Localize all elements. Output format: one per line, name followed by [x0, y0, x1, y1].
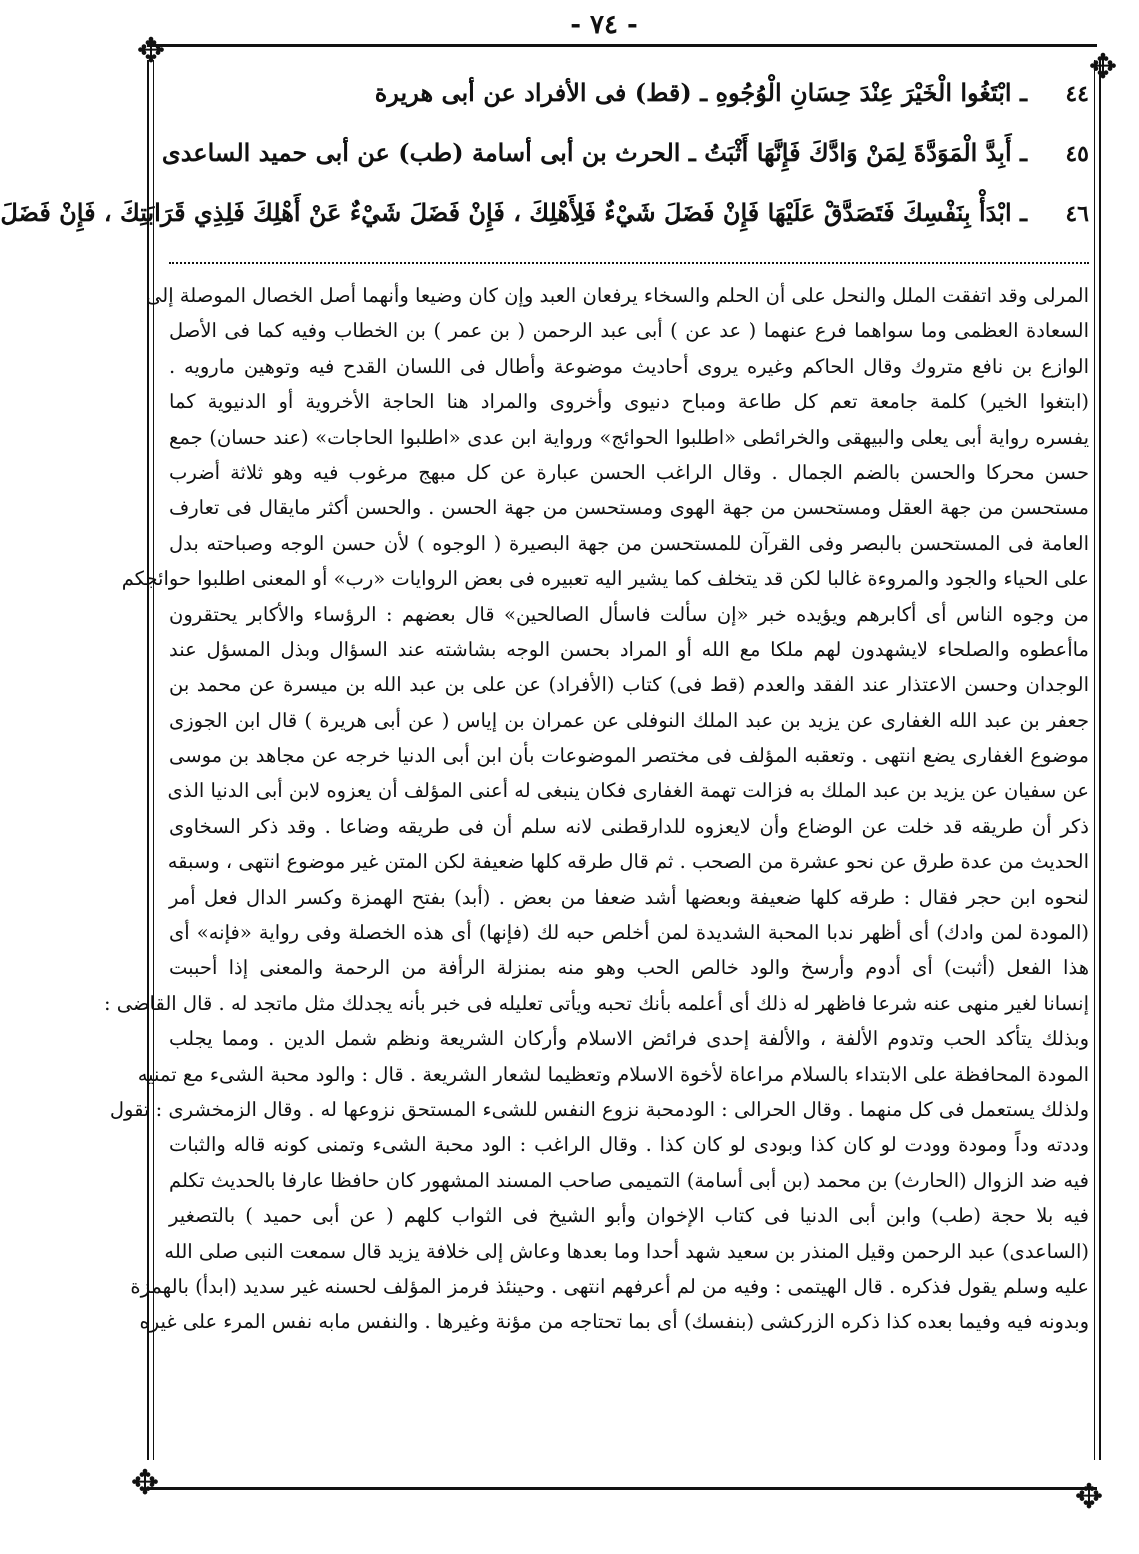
- hadith-entry: [0, 198, 1089, 258]
- commentary-line: السعادة العظمى وما سواهما فرع عنهما ( عد عن ) أبى عبد الرحمن ( بن عمر ) بن الخطاب وفيه كما فى الأصل: [169, 319, 1089, 343]
- commentary-line: المودة المحافظة على الابتداء بالسلام مراعاة لأخوة الاسلام وتعظيما لشعار الشريعة . قال : والود محبة الشىء مع تمنيه: [137, 1062, 1089, 1086]
- commentary-line: عن سفيان عن يزيد بن عبد الملك به فزالت تهمة الغفارى فكان ينبغى له أعنى المؤلف أن يعزوه لابن أبى الدنيا الذى: [167, 779, 1089, 803]
- commentary-line: الوازع بن نافع متروك وقال الحاكم وغيره يروى أحاديث موضوعة وأطال فى اللسان القدح فيه وتوهين مارويه .: [169, 354, 1089, 378]
- commentary-line: عليه وسلم يقول فذكره . قال الهيتمى : وفيه من لم أعرفهم انتهى . وحينئذ فرمز المؤلف لحسنه غير سديد (ابدأ) بالهمزة: [130, 1274, 1089, 1298]
- frame-right-rule: [1099, 60, 1101, 1460]
- corner-ornament-icon: ✥: [130, 1463, 160, 1503]
- commentary-line: ماأعطوه والصلحاء لايشهدون لهم ملكا مع الله أو المراد بحسن الوجه بشاشته عند السؤال وبذل المسؤل عند: [169, 637, 1089, 661]
- commentary-line: لنحوه ابن حجر فقال : طرقه كلها ضعيفة وبعضها أشد ضعفا من بعض . (أبد) بفتح الهمزة وكسر الدال فعل أمر: [169, 885, 1089, 909]
- commentary-line: العامة فى المستحسن بالبصر وفى القرآن للمستحسن من جهة البصيرة ( الوجوه ) لأن حسن الوجه وصباحته بدل: [169, 531, 1089, 555]
- commentary-line: وبدونه فيه وفيما بعده كذا ذكره الزركشى (بنفسك) أى بما تحتاجه من مؤنة وغيرها . والنفس مابه نفس المرء على غيره: [139, 1310, 1089, 1334]
- hadith-number: ٤٦: [1065, 201, 1089, 227]
- commentary-line: ذكر أن طريقه قد خلت عن الوضاع وأن لايعزوه للدارقطنى لانه سلم أن فى طريقه وضاعا . وقد ذكر السخاوى: [169, 814, 1089, 838]
- section-divider: [169, 262, 1089, 264]
- commentary-line: إنسانا لغير منهى عنه شرعا فاظهر له ذلك أى أعلمه بأنك تحبه ويأتى تعليله فى خبر بأنه يجدلك مثل ماتجد له . قال القاضى :: [103, 991, 1089, 1015]
- commentary-line: جعفر بن عبد الله الغفارى عن يزيد بن عبد الملك النوفلى عن عمران بن إياس ( عن أبى هريرة ) قال ابن الجوزى: [169, 708, 1089, 732]
- commentary-line: فيه بلا حجة (طب) وابن أبى الدنيا فى كتاب الإخوان وأبو الشيخ فى الثواب كلهم ( عن أبى حميد ) بالتصغير: [169, 1204, 1089, 1228]
- commentary-line: ولذلك يستعمل فى كل منهما . وقال الحرالى : الودمحبة نزوع النفس للشىء المستحق نزوعها له . وقال الزمخشرى : تقول: [109, 1097, 1089, 1121]
- commentary-line: موضوع الغفارى يضع انتهى . وتعقبه المؤلف فى مختصر الموضوعات بأن ابن أبى الدنيا خرجه عن مجاهد بن موسى: [169, 744, 1089, 768]
- corner-ornament-icon: ✥: [136, 31, 166, 71]
- commentary-text: [103, 278, 1089, 1340]
- corner-ornament-icon: ✥: [1074, 1477, 1104, 1517]
- hadith-entry: [169, 78, 1089, 138]
- commentary-line: هذا الفعل (أثبت) أى أدوم وأرسخ والود خالص الحب وهو منه بمنزلة الرأفة من الرحمة والمعنى إذا أحببت: [169, 956, 1089, 980]
- hadith-entry: [161, 138, 1089, 198]
- commentary-line: حسن محركا والحسن بالضم الجمال . وقال الراغب الحسن عبارة عن كل مبهج مرغوب فيه وهو ثلاثة أضرب: [169, 460, 1089, 484]
- hadith-text: ـ ابْتَغُوا الْخَيْرَ عِنْدَ حِسَانِ الْوُجُوهِ ـ (قط) فى الأفراد عن أبى هريرة: [374, 78, 1027, 107]
- commentary-line: (الساعدى) عبد الرحمن وقيل المنذر بن سعيد شهد أحدا وما بعدها وعاش إلى خلافة يزيد قال سمعت النبى صلى الله: [164, 1239, 1089, 1263]
- commentary-line: المرلى وقد اتفقت الملل والنحل على أن الحلم والسخاء يرفعان العبد وإن كان وضيعا وأنهما أصل الخصال الموصلة إلى: [146, 284, 1089, 307]
- frame-left-inner-rule: [153, 60, 154, 1460]
- commentary-line: من وجوه الناس أى أكابرهم ويؤيده خبر «إن سألت فاسأل الصالحين» قال بعضهم : الرؤساء والأكابر يحتقرون: [169, 602, 1089, 626]
- commentary-line: الوجدان وحسن الاعتذار عند الفقد والعدم (قط فى) كتاب (الأفراد) عن على بن عبد الله بن ميسرة عن محمد بن: [169, 673, 1089, 697]
- hadith-number: ٤٥: [1065, 141, 1089, 167]
- page-number: - ٧٤ -: [570, 10, 638, 40]
- commentary-line: على الحياء والجود والمروءة غالبا لكن قد يتخلف كما يشير اليه تعبيره فى بعض الروايات «رب» أو المعنى اطلبوا حوائجكم: [121, 567, 1089, 591]
- commentary-line: (المودة لمن وادك) أى أظهر ندبا المحبة الشديدة لمن أخلص حبه لك (فإنها) أى هذه الخصلة وفى رواية «فإنه» أى: [169, 921, 1089, 945]
- frame-left-rule: [147, 60, 149, 1460]
- commentary-line: مستحسن من جهة العقل ومستحسن من جهة الهوى ومستحسن من جهة الحسن . والحسن أكثر مايقال فى تعارف: [169, 496, 1089, 520]
- hadith-text: ـ أَبِدَّ الْمَوَدَّةَ لِمَنْ وَادَّكَ فَإِنَّهَا أَثْبَتُ ـ الحرث بن أبى أسامة (طب) عن أبى حميد الساعدى: [161, 138, 1027, 167]
- commentary-line: (ابتغوا الخير) كلمة جامعة تعم كل طاعة ومباح دنيوى وأخروى والمراد هنا الحاجة الأخروية أو الدنيوية كما: [169, 390, 1089, 414]
- commentary-line: فيه ضد الزوال (الحارث) بن محمد (بن أبى أسامة) التميمى صاحب المسند المشهور كان حافظا عارفا بالحديث تكلم: [169, 1168, 1089, 1192]
- commentary-line: وددته وداً ومودة وودت لو كان كذا وبودى لو كان كذا . وقال الراغب : الود محبة الشىء وتمنى كونه قاله والثبات: [169, 1133, 1089, 1157]
- frame-right-inner-rule: [1094, 60, 1095, 1460]
- hadith-text: ـ ابْدَأْ بِنَفْسِكَ فَتَصَدَّقْ عَلَيْهَا فَإِنْ فَضَلَ شَيْءٌ فَلِأَهْلِكَ ، فَإِنْ فَضَلَ شَيْءٌ عَنْ أَهْلِكَ فَلِذِي قَرَابَتِكَ ، فَإِنْ فَضَلَ: [0, 198, 1027, 227]
- commentary-line: الحديث من عدة طرق عن نحو عشرة من الصحب . ثم قال طرقه كلها ضعيفة لكن المتن غير موضوع انتهى ، وسبقه: [167, 850, 1089, 874]
- hadith-number: ٤٤: [1065, 81, 1089, 107]
- corner-ornament-icon: ✥: [1088, 47, 1118, 87]
- commentary-line: وبذلك يتأكد الحب وتدوم الألفة ، والألفة إحدى فرائض الاسلام وأركان الشريعة ونظم شمل الدين . ومما يجلب: [169, 1027, 1089, 1051]
- hadith-list: [0, 78, 1089, 258]
- commentary-line: يفسره رواية أبى يعلى والبيهقى والخرائطى «اطلبوا الحوائج» ورواية ابن عدى «اطلبوا الحاجات» (عند حسان) جمع: [169, 425, 1089, 449]
